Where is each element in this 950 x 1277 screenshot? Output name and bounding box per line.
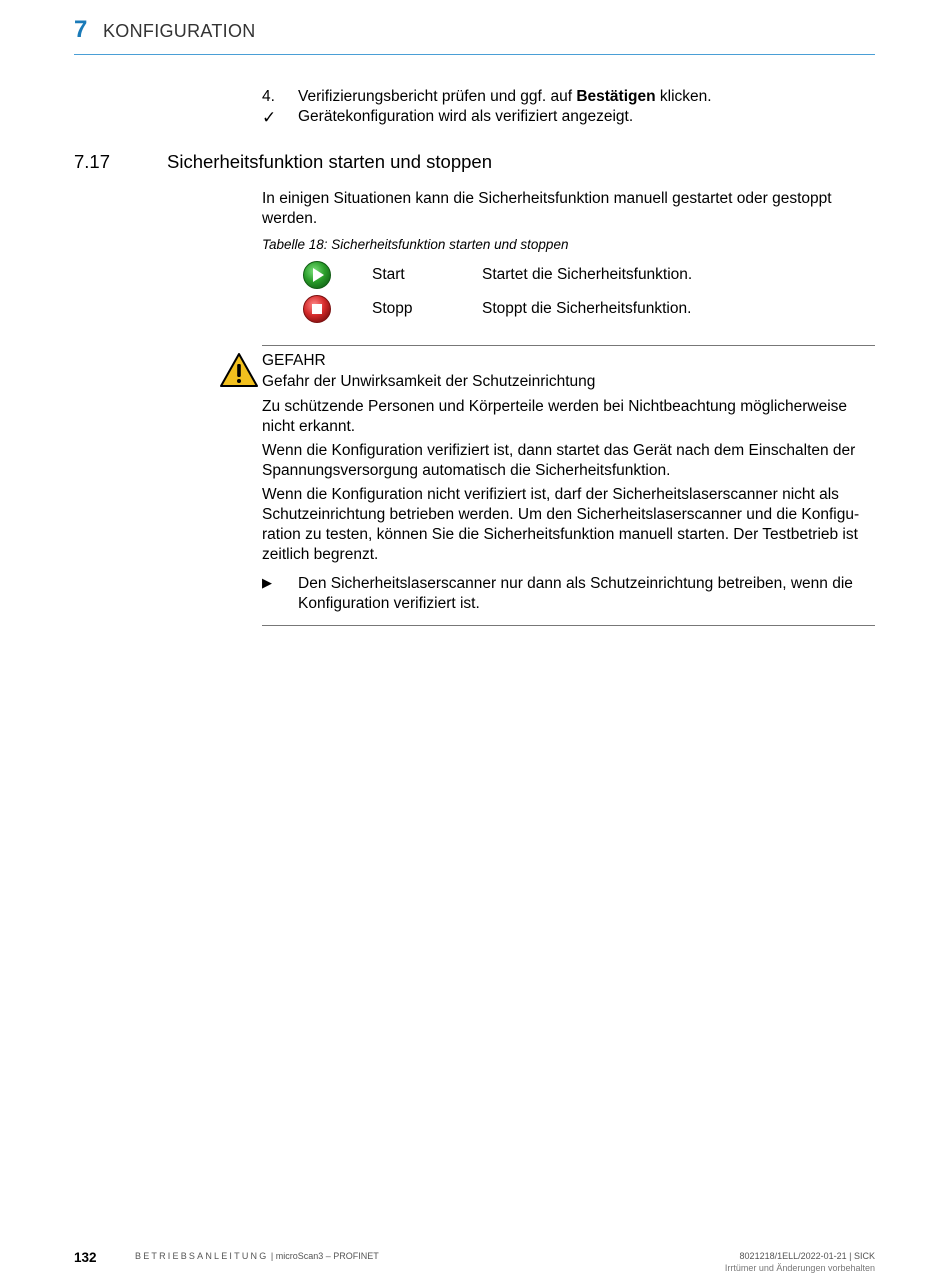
chapter-title: KONFIGURATION: [103, 21, 256, 41]
table-row: [262, 260, 874, 290]
chapter-header: [74, 14, 875, 55]
start-description: Startet die Sicherheitsfunktion.: [482, 266, 693, 283]
checkmark-icon: ✓: [262, 108, 277, 127]
danger-instruction: Den Sicherheitslaserscanner nur dann als Schutzeinrichtung betreiben, wenn die Konfiguration verifiziert ist.: [298, 575, 853, 612]
footer-disclaimer: Irrtümer und Änderungen vorbehalten: [724, 1263, 875, 1273]
step-text: [298, 88, 712, 106]
intro-paragraph: In einigen Situationen kann die Sicherheitsfunktion manuell gestartet oder gestoppt werden.: [262, 190, 832, 227]
danger-paragraph: Zu schützende Personen und Körperteile werden bei Nichtbeachtung möglicherweise nicht erkannt.: [262, 398, 848, 435]
footer-doc-type: BETRIEBSANLEITUNG: [135, 1251, 269, 1261]
danger-paragraph: Wenn die Konfiguration verifiziert ist, dann startet das Gerät nach dem Einschalten der Spannungsversorgung automatisch die Sicherheitsfunktion.: [262, 442, 856, 479]
step-text-before: Verifizierungsbericht prüfen und ggf. auf: [298, 88, 577, 105]
footer-doc-title: [135, 1251, 379, 1261]
danger-notice: [262, 345, 875, 626]
danger-subtitle: Gefahr der Unwirksamkeit der Schutzeinrichtung: [262, 373, 596, 390]
step-text-after: klicken.: [655, 88, 712, 105]
section-number: 7.17: [74, 151, 111, 172]
section-title: Sicherheitsfunktion starten und stoppen: [167, 151, 492, 172]
footer-doc-id: 8021218/1ELL/2022-01-21 | SICK: [739, 1251, 875, 1261]
danger-title: GEFAHR: [262, 352, 326, 369]
start-label: Start: [372, 266, 405, 283]
page-number: 132: [74, 1250, 97, 1265]
stop-icon: [302, 294, 332, 324]
bullet-arrow-icon: ▶: [262, 575, 272, 590]
table-caption: Tabelle 18: Sicherheitsfunktion starten und stoppen: [262, 237, 569, 252]
confirm-button-ref: Bestätigen: [576, 88, 656, 105]
result-text: Gerätekonfiguration wird als verifiziert angezeigt.: [298, 108, 634, 125]
step-number: 4.: [262, 88, 275, 105]
stop-label: Stopp: [372, 300, 413, 317]
start-icon: [302, 260, 332, 290]
stop-description: Stoppt die Sicherheitsfunktion.: [482, 300, 692, 317]
table-row: [262, 294, 874, 324]
danger-paragraph: Wenn die Konfiguration nicht verifiziert ist, darf der Sicherheitslaserscanner nicht als Schutzeinrichtung betrieben werden. Um den Sicherheitslaserscanner und die Konfiguration zu testen, können Sie die Sicherheitsfunktion manuell starten. Der Testbetrieb ist zeitlich begrenzt.: [262, 486, 860, 563]
warning-triangle-icon: [219, 352, 259, 388]
chapter-number: 7: [74, 16, 88, 43]
footer-product: | microScan3 – PROFINET: [268, 1251, 379, 1261]
